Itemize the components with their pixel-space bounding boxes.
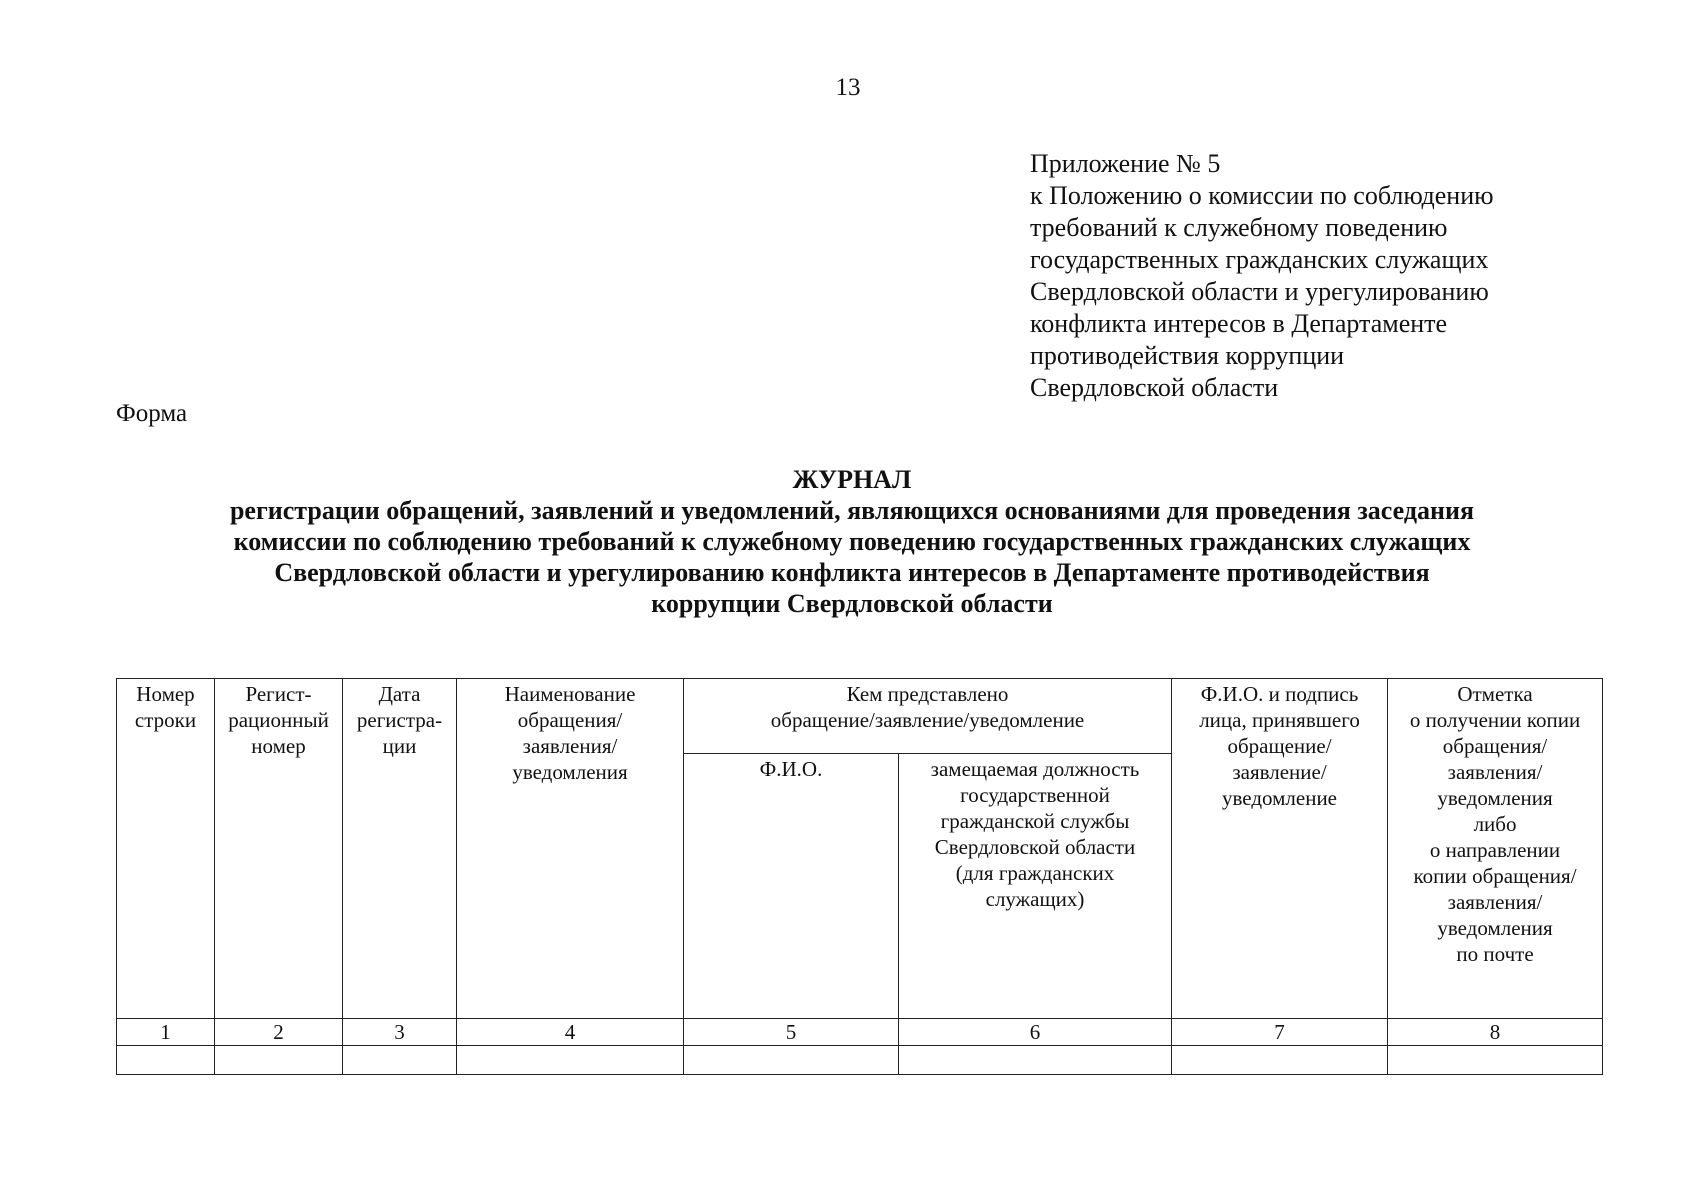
empty-cell <box>457 1046 684 1075</box>
journal-subtitle-line: комиссии по соблюдению требований к служебному поведению государственных гражданских служащих <box>233 527 1471 556</box>
header-registration-date: Дата регистра- ции <box>343 679 457 1019</box>
empty-cell <box>684 1046 899 1075</box>
header-row-top <box>117 679 1603 754</box>
appendix-line: государственных гражданских служащих <box>1030 245 1489 274</box>
appendix-line: Свердловской области и урегулированию <box>1030 277 1489 306</box>
header-submitter-position: замещаемая должность государственной гражданской службы Свердловской области (для гражданских служащих) <box>899 754 1172 1019</box>
column-number: 8 <box>1388 1019 1603 1046</box>
column-number: 2 <box>215 1019 343 1046</box>
column-number: 5 <box>684 1019 899 1046</box>
column-number: 4 <box>457 1019 684 1046</box>
journal-subtitle-line: Свердловской области и урегулированию конфликта интересов в Департаменте противодействия <box>274 558 1430 587</box>
header-line-number: Номер строки <box>117 679 215 1019</box>
empty-cell <box>899 1046 1172 1075</box>
empty-cell <box>117 1046 215 1075</box>
header-registration-number: Регист- рационный номер <box>215 679 343 1019</box>
empty-cell <box>1172 1046 1388 1075</box>
empty-cell <box>1388 1046 1603 1075</box>
header-submitted-by: Кем представлено обращение/заявление/уведомление <box>684 679 1172 754</box>
column-number: 3 <box>343 1019 457 1046</box>
header-document-name: Наименование обращения/ заявления/ уведомления <box>457 679 684 1019</box>
header-receiver-signature: Ф.И.О. и подпись лица, принявшего обращение/ заявление/ уведомление <box>1172 679 1388 1019</box>
journal-table <box>116 678 1603 1075</box>
journal-subtitle-line: регистрации обращений, заявлений и уведомлений, являющихся основаниями для проведения заседания <box>229 496 1475 525</box>
appendix-block <box>1030 148 1650 404</box>
journal-subtitle-line: коррупции Свердловской области <box>651 589 1053 618</box>
appendix-line: противодействия коррупции <box>1030 341 1345 370</box>
form-label: Форма <box>116 400 188 427</box>
journal-heading: ЖУРНАЛ <box>792 465 912 494</box>
column-number: 6 <box>899 1019 1172 1046</box>
header-submitter-name: Ф.И.О. <box>684 754 899 1019</box>
column-number-row <box>117 1019 1603 1046</box>
appendix-line: конфликта интересов в Департаменте <box>1030 309 1448 338</box>
empty-entry-row <box>117 1046 1603 1075</box>
appendix-line: требований к служебному поведению <box>1030 213 1448 242</box>
empty-cell <box>215 1046 343 1075</box>
header-copy-mark: Отметка о получении копии обращения/ заявления/ уведомления либо о направлении копии обращения/ заявления/ уведомления по почте <box>1388 679 1603 1019</box>
column-number: 1 <box>117 1019 215 1046</box>
page-number: 13 <box>835 74 861 101</box>
empty-cell <box>343 1046 457 1075</box>
journal-title <box>120 464 1584 619</box>
column-number: 7 <box>1172 1019 1388 1046</box>
appendix-line: Свердловской области <box>1030 373 1279 402</box>
appendix-line: Приложение № 5 <box>1030 149 1221 178</box>
appendix-line: к Положению о комиссии по соблюдению <box>1030 181 1494 210</box>
